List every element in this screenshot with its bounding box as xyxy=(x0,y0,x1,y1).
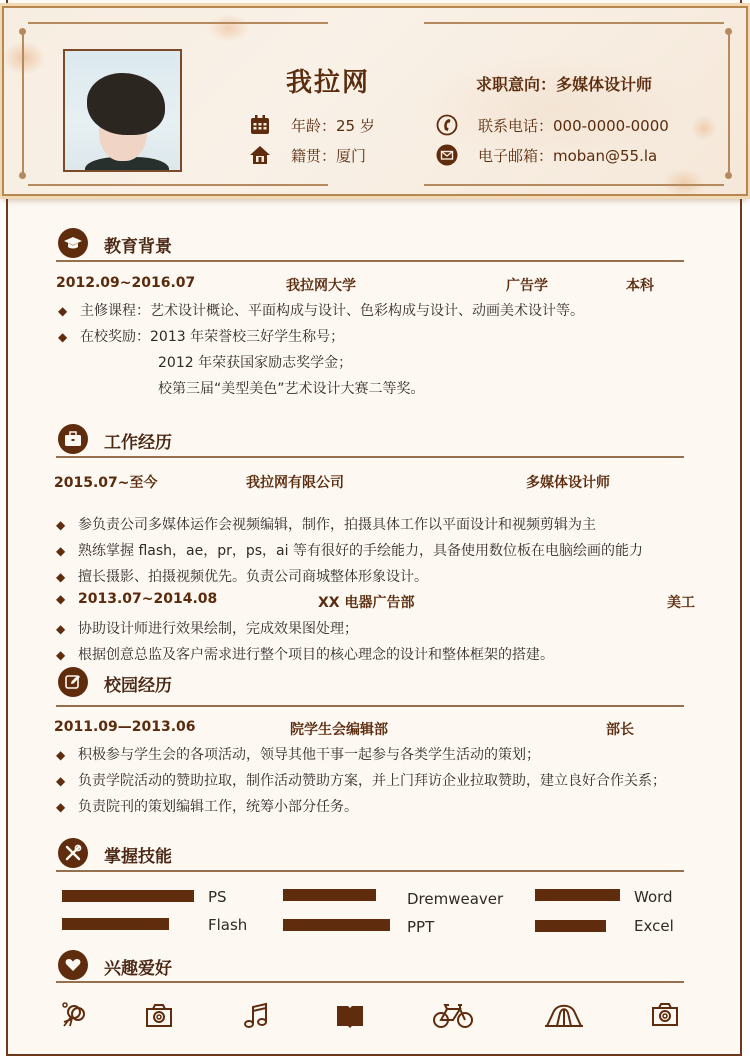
job-intent: 求职意向：多媒体设计师 xyxy=(476,75,653,94)
section-hobbies xyxy=(56,950,684,983)
job-duty: ◆ 擅长摄影、拍摄视频优先。负责公司商城整体形象设计。 xyxy=(56,569,428,585)
skill-bar-flash xyxy=(62,918,169,930)
edit-icon xyxy=(58,667,88,697)
skill-label: Word xyxy=(634,888,673,906)
phone-row xyxy=(436,114,669,136)
frame-ornament xyxy=(19,172,26,179)
campus-org: 院学生会编辑部 xyxy=(290,722,388,738)
job-duty: ◆ 参负责公司多媒体运作会视频编辑，制作，拍摄具体工作以平面设计和视频剪辑为主 xyxy=(56,517,596,533)
age-text: 年龄：25 岁 xyxy=(291,116,375,135)
education-awards: ◆ 在校奖励：2013 年荣誉校三好学生称号； xyxy=(58,329,345,345)
camera-icon xyxy=(650,1000,680,1030)
hometown-text: 籍贯：厦门 xyxy=(291,146,367,165)
education-degree: 本科 xyxy=(626,278,654,294)
skill-bar-ppt xyxy=(283,919,390,931)
email-text: 电子邮箱：moban@55.la xyxy=(478,146,658,165)
skill-label: PS xyxy=(208,888,227,906)
education-award-item: 校第三届“美型美色”艺术设计大赛二等奖。 xyxy=(158,381,425,397)
section-title: 教育背景 xyxy=(104,237,172,257)
camera-icon xyxy=(144,1000,174,1030)
education-period: 2012.09~2016.07 xyxy=(56,275,196,291)
campus-role: 部长 xyxy=(606,722,634,738)
section-skills xyxy=(56,838,684,872)
frame-ornament xyxy=(424,184,724,186)
hometown-row xyxy=(249,144,366,166)
email-row xyxy=(436,144,657,166)
job-period: 2015.07~至今 xyxy=(54,475,158,491)
candidate-name: 我拉网 xyxy=(286,68,371,98)
phone-icon xyxy=(436,114,458,136)
job-duty: ◆ 熟练掌握 flash，ae，pr，ps，ai 等有很好的手绘能力，具备使用数位板在电脑绘画的能力 xyxy=(56,543,643,559)
education-major: 广告学 xyxy=(506,278,548,294)
skill-bar-ps xyxy=(62,890,194,902)
job-duty: ◆ 根据创意总监及客户需求进行整个项目的核心理念的设计和整体框架的搭建。 xyxy=(56,647,554,663)
frame-ornament xyxy=(725,172,732,179)
book-icon xyxy=(335,1000,365,1030)
section-education xyxy=(56,228,684,262)
briefcase-icon xyxy=(58,424,88,454)
mail-icon xyxy=(436,144,458,166)
education-school: 我拉网大学 xyxy=(286,278,356,294)
section-title: 工作经历 xyxy=(104,433,172,453)
section-title: 兴趣爱好 xyxy=(104,959,172,979)
frame-ornament xyxy=(22,30,24,176)
frame-ornament xyxy=(424,22,724,24)
section-title: 校园经历 xyxy=(104,676,172,696)
skill-label: PPT xyxy=(407,918,435,936)
heart-icon xyxy=(58,950,88,980)
bicycle-icon xyxy=(432,1000,474,1030)
skill-bar-excel xyxy=(535,920,606,932)
section-title: 掌握技能 xyxy=(104,847,172,867)
job2-header: ◆ 2013.07~2014.08 xyxy=(56,591,218,607)
skill-label: Flash xyxy=(208,916,248,934)
campus-item: ◆ 负责院刊的策划编辑工作，统筹小部分任务。 xyxy=(56,799,358,815)
job-duty: ◆ 协助设计师进行效果绘制，完成效果图处理； xyxy=(56,621,358,637)
skill-bar-word xyxy=(535,889,620,901)
education-courses: ◆ 主修课程：艺术设计概论、平面构成与设计、色彩构成与设计、动画美术设计等。 xyxy=(58,303,584,319)
age-row xyxy=(249,114,375,136)
job-position: 美工 xyxy=(667,595,695,611)
job-company: XX 电器广告部 xyxy=(318,595,415,611)
badminton-icon xyxy=(60,1000,90,1030)
tent-icon xyxy=(544,1000,584,1030)
graduation-cap-icon xyxy=(58,228,88,258)
frame-ornament xyxy=(728,30,730,176)
job-company: 我拉网有限公司 xyxy=(246,475,344,491)
music-icon xyxy=(241,1000,271,1030)
tools-icon xyxy=(58,838,88,868)
frame-ornament xyxy=(28,22,328,24)
campus-item: ◆ 负责学院活动的赞助拉取，制作活动赞助方案，并上门拜访企业拉取赞助，建立良好合作关系； xyxy=(56,773,666,789)
skill-label: Excel xyxy=(634,917,674,935)
calendar-icon xyxy=(249,114,271,136)
resume-header xyxy=(2,6,748,196)
frame-ornament xyxy=(19,28,26,35)
frame-ornament xyxy=(725,28,732,35)
profile-photo xyxy=(63,49,182,172)
campus-item: ◆ 积极参与学生会的各项活动，领导其他干事一起参与各类学生活动的策划； xyxy=(56,747,540,763)
skill-label: Dremweaver xyxy=(407,890,504,908)
section-campus xyxy=(56,667,684,707)
section-work xyxy=(56,424,684,458)
phone-text: 联系电话：000-0000-0000 xyxy=(478,116,669,135)
education-award-item: 2012 年荣获国家励志奖学金； xyxy=(158,355,353,371)
job-position: 多媒体设计师 xyxy=(526,475,610,491)
home-icon xyxy=(249,144,271,166)
campus-period: 2011.09—2013.06 xyxy=(54,719,196,735)
frame-ornament xyxy=(28,184,328,186)
skill-bar-dremweaver xyxy=(283,889,376,901)
